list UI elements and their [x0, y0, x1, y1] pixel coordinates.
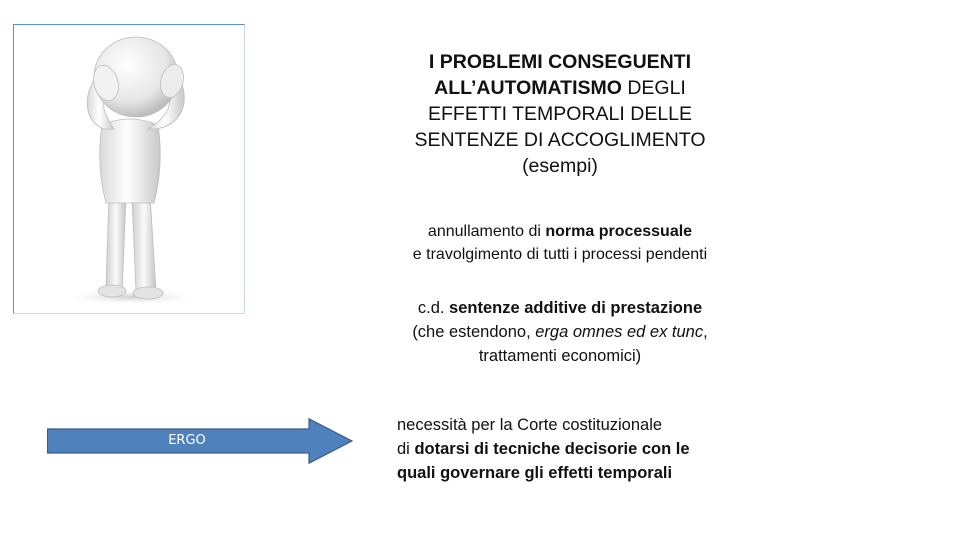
title-line-2: ALL’AUTOMATISMO DEGLI	[434, 77, 686, 99]
title-line-3: EFFETTI TEMPORALI DELLE	[427, 103, 693, 125]
example-1-text	[340, 220, 780, 266]
example-2-line-2: (che estendono, erga omnes ed ex tunc,	[412, 323, 708, 341]
example-2-line-1: c.d. sentenze additive di prestazione	[417, 299, 703, 317]
conclusion-text	[397, 413, 797, 485]
slide-title	[360, 49, 760, 179]
conclusion-line-2: di dotarsi di tecniche decisorie con le	[397, 440, 690, 458]
title-line-4: SENTENZE DI ACCOGLIMENTO	[414, 129, 706, 151]
ergo-label: ERGO	[168, 433, 206, 448]
stressed-person-holding-head-icon	[14, 25, 244, 313]
conclusion-line-3: quali governare gli effetti temporali	[397, 464, 673, 482]
conclusion-line-1: necessità per la Corte costituzionale	[397, 416, 663, 434]
ergo-arrow	[47, 418, 353, 464]
title-line-5: (esempi)	[522, 155, 598, 177]
example-2-text	[340, 296, 780, 368]
figure-image	[13, 24, 245, 314]
example-2-line-3: trattamenti economici)	[478, 347, 642, 365]
title-line-1: I PROBLEMI CONSEGUENTI	[428, 51, 692, 73]
example-1-line-2: e travolgimento di tutti i processi pendenti	[412, 246, 708, 263]
example-1-line-1: annullamento di norma processuale	[427, 223, 693, 240]
